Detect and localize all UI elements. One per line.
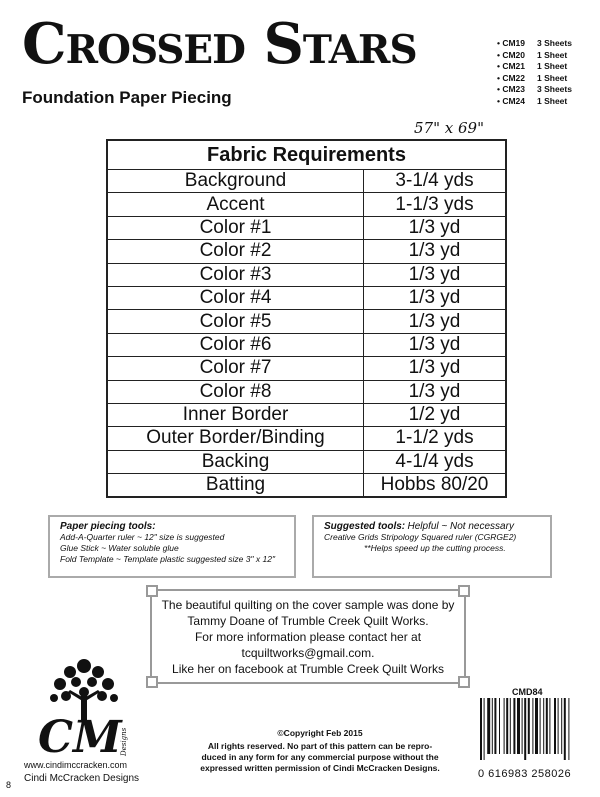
barcode-bar bbox=[504, 698, 505, 754]
fabric-amount: 1/3 yd bbox=[364, 216, 507, 239]
fabric-amount: 1/3 yd bbox=[364, 240, 507, 263]
fabric-item: Color #5 bbox=[107, 310, 364, 333]
table-row bbox=[107, 286, 506, 309]
fabric-amount: 1/3 yd bbox=[364, 286, 507, 309]
sheet-item bbox=[497, 96, 572, 108]
barcode-bar bbox=[554, 698, 556, 754]
table-heading: Fabric Requirements bbox=[107, 140, 506, 170]
fabric-amount: 1/2 yd bbox=[364, 403, 507, 426]
suggested-tools-note: Helpful ~ Not necessary bbox=[407, 521, 514, 532]
barcode-bar bbox=[510, 698, 511, 754]
table-row bbox=[107, 193, 506, 216]
fabric-amount: Hobbs 80/20 bbox=[364, 474, 507, 498]
fabric-amount: 1/3 yd bbox=[364, 357, 507, 380]
sheet-count: 3 Sheets bbox=[537, 84, 572, 95]
quilt-dimensions: 57" x 69" bbox=[414, 119, 484, 137]
barcode-bar bbox=[506, 698, 508, 754]
fabric-amount: 3-1/4 yds bbox=[364, 170, 507, 193]
sheet-code: • CM21 bbox=[497, 61, 526, 72]
barcode-bar bbox=[558, 698, 559, 754]
sheet-code: • CM20 bbox=[497, 49, 526, 60]
table-row bbox=[107, 474, 506, 498]
credit-line: The beautiful quilting on the cover sample was done by bbox=[161, 598, 455, 612]
fabric-item: Color #8 bbox=[107, 380, 364, 403]
sheet-count: 3 Sheets bbox=[537, 38, 572, 48]
sheet-count: 1 Sheet bbox=[537, 72, 568, 83]
barcode-bar bbox=[561, 698, 562, 754]
quilting-credit-box bbox=[150, 589, 466, 684]
credit-line: Tammy Doane of Trumble Creek Quilt Works. bbox=[187, 614, 429, 628]
tree-logo-icon bbox=[30, 652, 138, 762]
barcode-bar bbox=[564, 698, 566, 760]
fabric-item: Accent bbox=[107, 193, 364, 216]
website-link[interactable]: www.cindimccracken.com bbox=[24, 760, 128, 770]
fabric-amount: 1-1/2 yds bbox=[364, 427, 507, 450]
sheet-item bbox=[497, 73, 572, 85]
sheet-count: 1 Sheet bbox=[537, 95, 568, 106]
sheet-item bbox=[497, 61, 572, 73]
fabric-item: Backing bbox=[107, 450, 364, 473]
sheet-item bbox=[497, 84, 572, 96]
fabric-item: Color #2 bbox=[107, 240, 364, 263]
barcode-icon bbox=[479, 698, 589, 760]
fabric-item: Color #1 bbox=[107, 216, 364, 239]
sheet-item bbox=[497, 50, 572, 62]
sheet-list bbox=[497, 38, 572, 108]
credit-line: Like her on facebook at Trumble Creek Quilt Works bbox=[172, 662, 444, 676]
barcode-bar bbox=[487, 698, 490, 754]
paper-tool-line: Glue Stick ~ Water soluble glue bbox=[60, 543, 179, 553]
fabric-amount: 1/3 yd bbox=[364, 333, 507, 356]
suggested-tool-line: Creative Grids Stripology Squared ruler (CGRGE2) bbox=[324, 532, 517, 542]
barcode-bar bbox=[524, 698, 526, 760]
designer-name: Cindi McCracken Designs bbox=[24, 773, 140, 784]
suggested-tools-heading: Suggested tools: bbox=[324, 521, 406, 532]
barcode-bar bbox=[568, 698, 569, 760]
paper-tool-line: Add-A-Quarter ruler ~ 12" size is suggested bbox=[60, 532, 225, 542]
fabric-item: Color #3 bbox=[107, 263, 364, 286]
fabric-amount: 1/3 yd bbox=[364, 380, 507, 403]
barcode-bar bbox=[532, 698, 533, 754]
credit-email: tcquiltworks@gmail.com. bbox=[241, 646, 375, 660]
barcode-bar bbox=[522, 698, 523, 754]
product-code: CMD84 bbox=[512, 687, 543, 697]
table-row bbox=[107, 170, 506, 193]
fabric-amount: 1-1/3 yds bbox=[364, 193, 507, 216]
sheet-code: • CM23 bbox=[497, 84, 526, 95]
sheet-count: 1 Sheet bbox=[537, 61, 568, 72]
paper-piecing-tools-box bbox=[48, 515, 296, 578]
sheet-count: 1 Sheet bbox=[537, 49, 568, 60]
paper-tool-line: Fold Template ~ Template plastic suggested size 3" x 12" bbox=[60, 554, 275, 564]
barcode-bar bbox=[535, 698, 538, 754]
fabric-amount: 1/3 yd bbox=[364, 263, 507, 286]
rights-line: All rights reserved. No part of this pattern can be repro- bbox=[207, 741, 433, 751]
barcode-bar bbox=[549, 698, 550, 754]
fabric-item: Outer Border/Binding bbox=[107, 427, 364, 450]
page-number: 8 bbox=[6, 780, 12, 790]
fabric-amount: 1/3 yd bbox=[364, 310, 507, 333]
page-subtitle: Foundation Paper Piecing bbox=[22, 88, 232, 107]
copyright-line: ©Copyright Feb 2015 bbox=[277, 728, 363, 738]
table-row bbox=[107, 216, 506, 239]
barcode-number: 0 616983 258026 bbox=[478, 768, 572, 780]
barcode-bar bbox=[480, 698, 482, 760]
barcode-bar bbox=[546, 698, 548, 754]
table-row bbox=[107, 427, 506, 450]
barcode-bar bbox=[492, 698, 493, 754]
page-title: Crossed Stars bbox=[22, 11, 417, 77]
suggested-tool-line: **Helps speed up the cutting process. bbox=[364, 543, 506, 553]
barcode-bar bbox=[484, 698, 485, 760]
sheet-code: • CM24 bbox=[497, 95, 526, 106]
table-row bbox=[107, 333, 506, 356]
barcode-bar bbox=[543, 698, 544, 754]
fabric-amount: 4-1/4 yds bbox=[364, 450, 507, 473]
suggested-tools-box bbox=[312, 515, 552, 578]
sheet-code: • CM19 bbox=[497, 38, 526, 48]
table-row bbox=[107, 310, 506, 333]
fabric-item: Color #6 bbox=[107, 333, 364, 356]
table-row bbox=[107, 403, 506, 426]
fabric-item: Inner Border bbox=[107, 403, 364, 426]
fabric-item: Color #7 bbox=[107, 357, 364, 380]
table-row bbox=[107, 240, 506, 263]
barcode-bar bbox=[540, 698, 541, 754]
logo-monogram: CM bbox=[38, 712, 122, 762]
paper-tools-heading: Paper piecing tools: bbox=[60, 521, 156, 532]
table-row bbox=[107, 450, 506, 473]
barcode-bar bbox=[494, 698, 496, 754]
sheet-code: • CM22 bbox=[497, 72, 526, 83]
table-row bbox=[107, 263, 506, 286]
barcode-bar bbox=[513, 698, 515, 754]
sheet-item bbox=[497, 38, 572, 50]
logo-tagline: Designs bbox=[120, 727, 128, 756]
fabric-item: Color #4 bbox=[107, 286, 364, 309]
barcode-bar bbox=[517, 698, 520, 754]
barcode-bar bbox=[528, 698, 530, 754]
copyright-block bbox=[170, 728, 470, 774]
table-row bbox=[107, 380, 506, 403]
rights-line: duced in any form for any commercial purpose without the bbox=[201, 752, 439, 762]
fabric-item: Batting bbox=[107, 474, 364, 498]
barcode-bar bbox=[499, 698, 500, 754]
table-row bbox=[107, 357, 506, 380]
credit-line: For more information please contact her at bbox=[194, 630, 422, 644]
fabric-item: Background bbox=[107, 170, 364, 193]
fabric-requirements-table bbox=[106, 139, 507, 498]
rights-line: expressed written permission of Cindi McCracken Designs. bbox=[200, 763, 440, 773]
